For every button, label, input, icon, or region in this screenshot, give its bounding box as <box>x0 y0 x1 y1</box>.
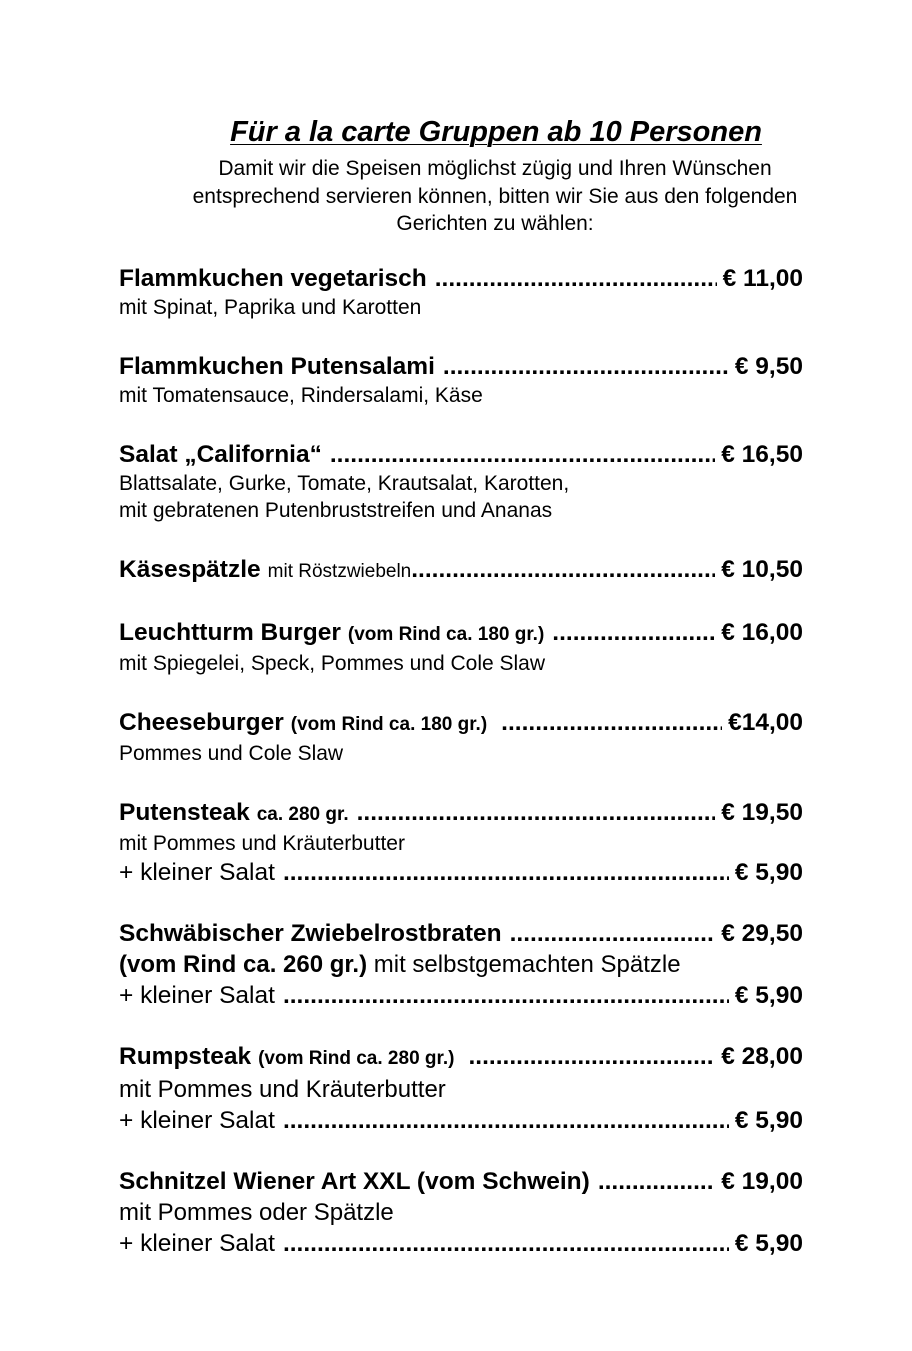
item-description: mit Pommes und Kräuterbutter <box>119 1076 446 1103</box>
menu-item-schnitzel-wiener-art <box>119 1166 803 1259</box>
item-description: mit Tomatensauce, Rindersalami, Käse <box>119 384 483 407</box>
item-row <box>119 918 803 949</box>
item-description <box>119 949 803 980</box>
item-note: ca. 280 gr. <box>256 804 349 825</box>
item-price: €14,00 <box>728 709 803 736</box>
intro-line: Damit wir die Speisen möglichst zügig und Ihren Wünschen <box>218 157 772 180</box>
dot-leader <box>443 351 729 382</box>
item-price: € 28,00 <box>721 1043 803 1070</box>
item-name: Cheeseburger <box>119 709 284 736</box>
extra-row <box>119 1105 803 1136</box>
extra-price: € 5,90 <box>734 859 803 886</box>
item-price: € 16,00 <box>721 619 803 646</box>
menu-item-putensteak <box>119 797 803 888</box>
menu-title: Für a la carte Gruppen ab 10 Personen <box>230 116 762 148</box>
item-description: mit Spinat, Paprika und Karotten <box>119 296 422 319</box>
menu-item-flammkuchen-vegetarisch <box>119 263 803 321</box>
extra-label: + kleiner Salat <box>119 1107 275 1134</box>
intro-line: entsprechend servieren können, bitten wir Sie aus den folgenden <box>192 184 798 208</box>
dot-leader <box>435 263 717 294</box>
menu-item-kaesespaetzle <box>119 554 803 587</box>
item-name: Leuchtturm Burger <box>119 619 341 646</box>
item-name: Putensteak <box>119 799 250 826</box>
item-price: € 19,00 <box>721 1168 803 1195</box>
dot-leader <box>283 980 729 1011</box>
extra-row <box>119 857 803 888</box>
item-description-text: mit selbstgemachten Spätzle <box>373 951 681 978</box>
item-price: € 11,00 <box>722 265 803 292</box>
item-description: Pommes und Cole Slaw <box>119 742 344 765</box>
item-note: (vom Rind ca. 280 gr.) <box>258 1048 455 1069</box>
dot-leader <box>552 617 715 648</box>
item-row <box>119 439 803 470</box>
menu-list <box>119 263 803 1289</box>
item-row <box>119 617 803 650</box>
item-description: mit Pommes oder Spätzle <box>119 1199 394 1226</box>
intro-text <box>0 155 912 238</box>
item-description: mit Spiegelei, Speck, Pommes und Cole Slaw <box>119 652 546 675</box>
extra-label: + kleiner Salat <box>119 1230 275 1257</box>
item-name: Flammkuchen Putensalami <box>119 353 435 380</box>
dot-leader <box>283 1105 729 1136</box>
dot-leader <box>283 1228 729 1259</box>
dot-leader <box>411 554 715 585</box>
item-price: € 29,50 <box>721 920 803 947</box>
item-name: Schnitzel Wiener Art XXL (vom Schwein) <box>119 1168 590 1195</box>
item-row <box>119 707 803 740</box>
item-price: € 19,50 <box>721 799 803 826</box>
item-row <box>119 351 803 382</box>
dot-leader <box>598 1166 715 1197</box>
item-row <box>119 554 803 587</box>
item-note: mit Röstzwiebeln <box>267 561 412 582</box>
item-name: Flammkuchen vegetarisch <box>119 265 427 292</box>
item-note: (vom Rind ca. 180 gr.) <box>290 714 488 735</box>
intro-line: Gerichten zu wählen: <box>396 212 594 235</box>
item-description: Blattsalate, Gurke, Tomate, Krautsalat, Karotten, <box>119 472 570 495</box>
extra-price: € 5,90 <box>734 1230 803 1257</box>
item-price: € 16,50 <box>721 441 803 468</box>
item-row <box>119 1041 803 1074</box>
dot-leader <box>283 857 729 888</box>
extra-price: € 5,90 <box>734 1107 803 1134</box>
item-name: Schwäbischer Zwiebelrostbraten <box>119 920 502 947</box>
item-name: Salat „California“ <box>119 441 322 468</box>
menu-item-leuchtturm-burger <box>119 617 803 677</box>
item-note: (vom Rind ca. 180 gr.) <box>347 624 545 645</box>
menu-item-rumpsteak <box>119 1041 803 1136</box>
dot-leader <box>501 707 722 738</box>
item-name: Käsespätzle <box>119 556 261 583</box>
item-description: mit Pommes und Kräuterbutter <box>119 832 405 855</box>
item-name: Rumpsteak <box>119 1043 252 1070</box>
item-row <box>119 1166 803 1197</box>
dot-leader <box>468 1041 715 1072</box>
item-note: (vom Rind ca. 260 gr.) <box>119 951 368 978</box>
item-row <box>119 797 803 830</box>
dot-leader <box>510 918 716 949</box>
dot-leader <box>330 439 715 470</box>
extra-label: + kleiner Salat <box>119 982 275 1009</box>
extra-price: € 5,90 <box>734 982 803 1009</box>
menu-item-cheeseburger <box>119 707 803 767</box>
item-row <box>119 263 803 294</box>
menu-item-flammkuchen-putensalami <box>119 351 803 409</box>
item-price: € 10,50 <box>721 556 803 583</box>
extra-row <box>119 1228 803 1259</box>
item-description: mit gebratenen Putenbruststreifen und Ananas <box>119 499 553 522</box>
extra-label: + kleiner Salat <box>119 859 275 886</box>
menu-item-zwiebelrostbraten <box>119 918 803 1011</box>
dot-leader <box>357 797 716 828</box>
item-price: € 9,50 <box>734 353 803 380</box>
menu-item-salat-california <box>119 439 803 524</box>
extra-row <box>119 980 803 1011</box>
